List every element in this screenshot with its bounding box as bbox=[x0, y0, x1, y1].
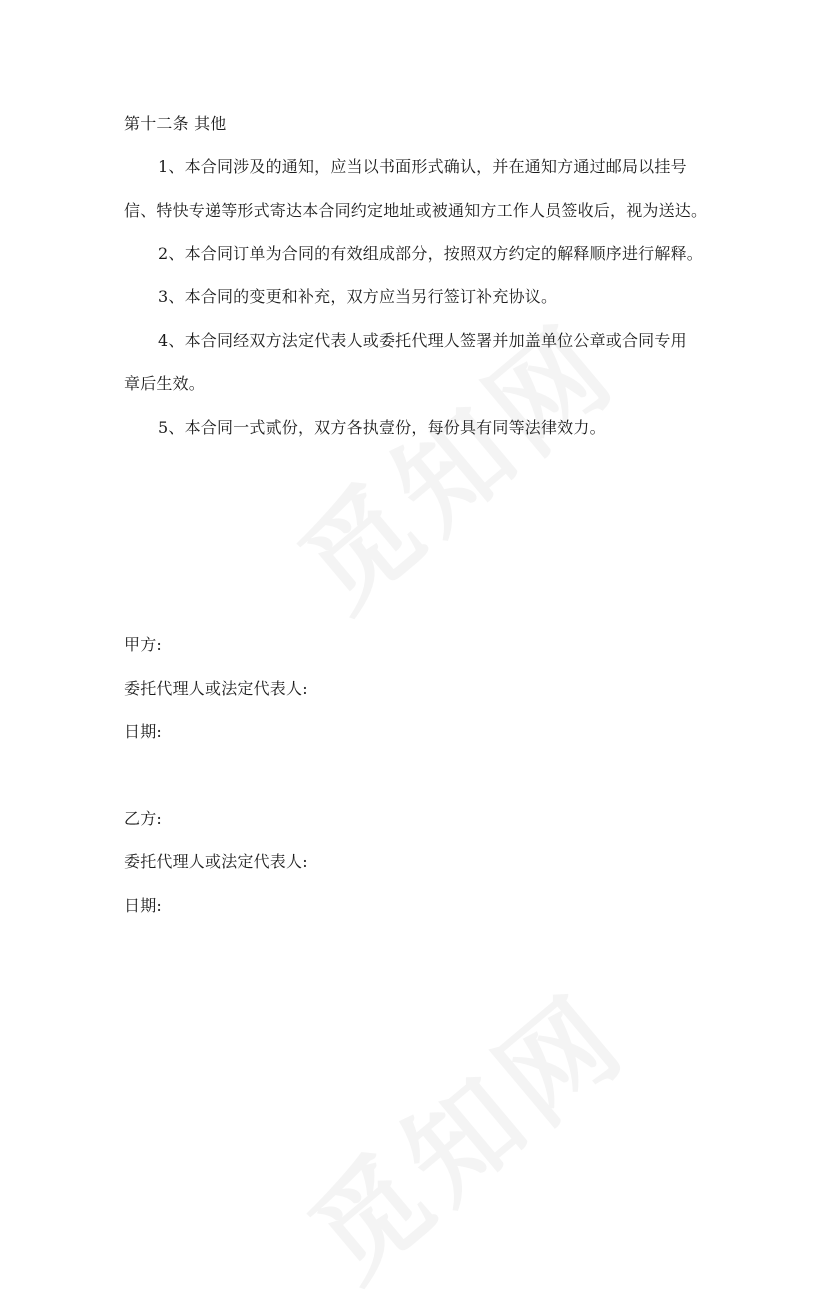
party-a-agent-label: 委托代理人或法定代表人: bbox=[124, 679, 308, 698]
party-b-label: 乙方: bbox=[124, 809, 162, 828]
clause-2: 2、本合同订单为合同的有效组成部分，按照双方约定的解释顺序进行解释。 bbox=[158, 244, 703, 263]
party-a-date-label: 日期: bbox=[124, 722, 162, 741]
watermark bbox=[271, 951, 655, 1310]
clause-4-line-1: 4、本合同经双方法定代表人或委托代理人签署并加盖单位公章或合同专用 bbox=[158, 331, 687, 350]
clause-1-line-2: 信、特快专递等形式寄达本合同约定地址或被通知方工作人员签收后，视为送达。 bbox=[124, 201, 708, 220]
party-b-date-label: 日期: bbox=[124, 896, 162, 915]
clause-3: 3、本合同的变更和补充，双方应当另行签订补充协议。 bbox=[158, 287, 558, 306]
clause-5: 5、本合同一式贰份，双方各执壹份，每份具有同等法律效力。 bbox=[158, 418, 606, 437]
article-heading: 第十二条 其他 bbox=[124, 114, 227, 133]
clause-1-line-1: 1、本合同涉及的通知，应当以书面形式确认，并在通知方通过邮局以挂号 bbox=[158, 157, 687, 176]
clause-4-line-2: 章后生效。 bbox=[124, 374, 206, 393]
party-a-label: 甲方: bbox=[124, 635, 162, 654]
party-b-agent-label: 委托代理人或法定代表人: bbox=[124, 852, 308, 871]
